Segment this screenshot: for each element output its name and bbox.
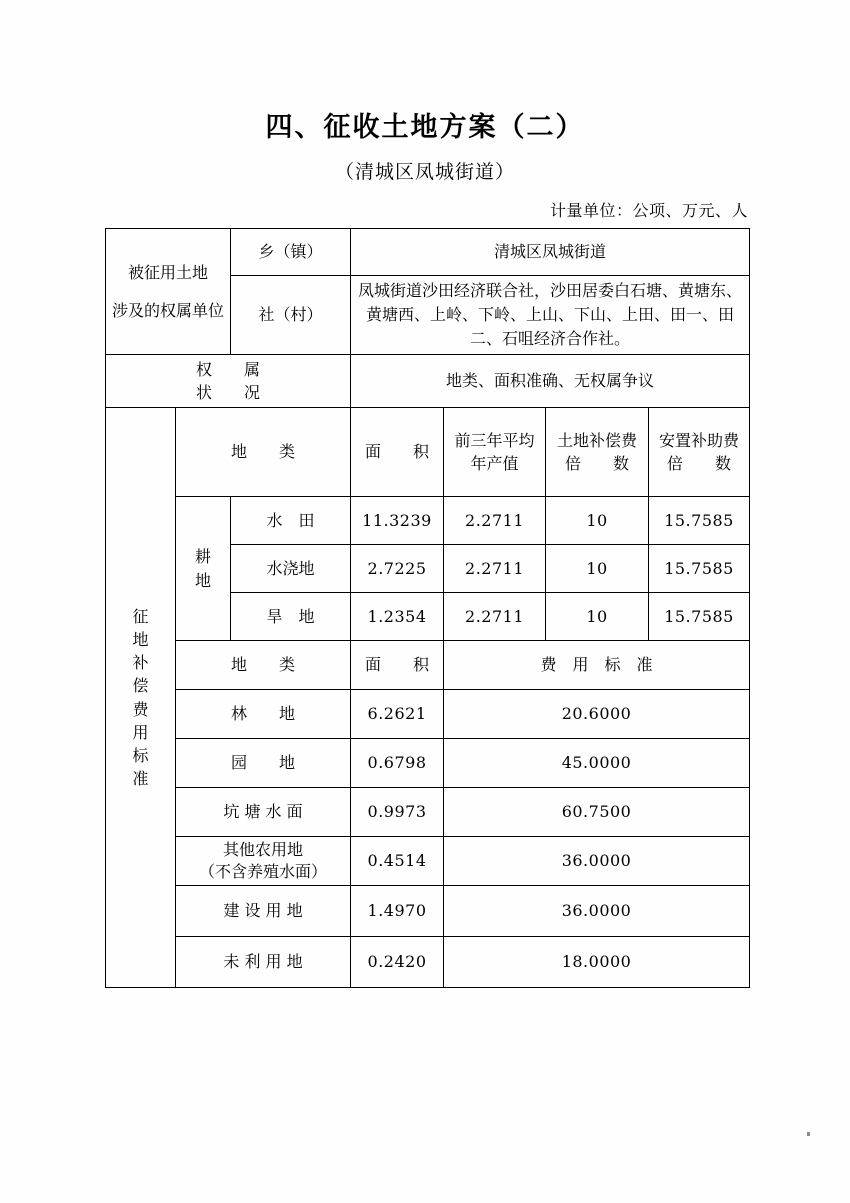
side-label-char-4: 费 xyxy=(132,699,149,719)
cell-fee-standard: 60.7500 xyxy=(444,788,750,837)
header-land-compensation xyxy=(546,408,649,497)
table-row xyxy=(106,837,750,886)
cultivated-land-label xyxy=(176,497,231,641)
cell-area: 1.2354 xyxy=(351,593,444,641)
header-avg-yield-line1: 前三年平均 xyxy=(454,430,535,450)
cultivated-land-label-char-1: 地 xyxy=(195,570,212,590)
cell-land-type: 水浇地 xyxy=(231,545,351,593)
cell-fee-standard: 20.6000 xyxy=(444,690,750,739)
compensation-side-label xyxy=(106,408,176,988)
cell-land-type xyxy=(176,837,351,886)
cell-area: 0.6798 xyxy=(351,739,444,788)
table-row xyxy=(106,886,750,937)
affected-land-units-label-line2: 涉及的权属单位 xyxy=(112,300,225,320)
side-label-char-7: 准 xyxy=(132,769,149,789)
affected-land-units-label-line1: 被征用土地 xyxy=(128,263,209,283)
ownership-status-label-line1: 权 属 xyxy=(196,359,261,379)
cell-area: 6.2621 xyxy=(351,690,444,739)
table-row-ownership-status xyxy=(106,355,750,408)
township-value: 清城区凤城街道 xyxy=(351,229,750,276)
cell-area: 0.9973 xyxy=(351,788,444,837)
cell-resettlement-multiple: 15.7585 xyxy=(649,497,750,545)
cell-area: 1.4970 xyxy=(351,886,444,937)
cell-land-type: 水 田 xyxy=(231,497,351,545)
header-fee-standard: 费 用 标 准 xyxy=(444,641,750,690)
table-row xyxy=(106,497,750,545)
table-row xyxy=(106,788,750,837)
side-label-char-0: 征 xyxy=(132,606,149,626)
side-label-char-1: 地 xyxy=(132,629,149,649)
cell-land-compensation-multiple: 10 xyxy=(546,545,649,593)
village-value: 凤城街道沙田经济联合社，沙田居委白石塘、黄塘东、黄塘西、上岭、下岭、上山、下山、上田、田一、田二、石咀经济合作社。 xyxy=(351,276,750,355)
header-area-upper: 面 积 xyxy=(351,408,444,497)
table-row xyxy=(106,937,750,988)
table-row-header-lower xyxy=(106,641,750,690)
cell-avg-yield: 2.2711 xyxy=(444,545,546,593)
cultivated-land-label-char-0: 耕 xyxy=(195,547,212,567)
cell-land-type: 园 地 xyxy=(176,739,351,788)
header-land-type-lower: 地 类 xyxy=(176,641,351,690)
page-subtitle: （清城区凤城街道） xyxy=(334,161,515,183)
ownership-status-label xyxy=(106,355,351,408)
village-label: 社（村） xyxy=(231,276,351,355)
table-row-township xyxy=(106,229,750,276)
table-row-header-upper xyxy=(106,408,750,497)
cell-land-compensation-multiple: 10 xyxy=(546,497,649,545)
cell-fee-standard: 18.0000 xyxy=(444,937,750,988)
cell-avg-yield: 2.2711 xyxy=(444,497,546,545)
cell-land-type: 林 地 xyxy=(176,690,351,739)
header-land-compensation-line1: 土地补偿费 xyxy=(557,430,638,450)
township-label: 乡（镇） xyxy=(231,229,351,276)
cell-land-type: 坑 塘 水 面 xyxy=(176,788,351,837)
cell-fee-standard: 36.0000 xyxy=(444,837,750,886)
cell-area: 11.3239 xyxy=(351,497,444,545)
cell-land-type: 旱 地 xyxy=(231,593,351,641)
header-resettlement-subsidy xyxy=(649,408,750,497)
table-row xyxy=(106,739,750,788)
header-resettlement-subsidy-line2: 倍 数 xyxy=(667,454,732,473)
cell-land-type: 未 利 用 地 xyxy=(176,937,351,988)
cell-resettlement-multiple: 15.7585 xyxy=(649,593,750,641)
side-label-char-5: 用 xyxy=(132,722,149,742)
header-avg-yield xyxy=(444,408,546,497)
ownership-status-value: 地类、面积准确、无权属争议 xyxy=(351,355,750,408)
cell-area: 0.4514 xyxy=(351,837,444,886)
header-land-type-upper: 地 类 xyxy=(176,408,351,497)
cell-fee-standard: 45.0000 xyxy=(444,739,750,788)
header-avg-yield-line2: 年产值 xyxy=(470,454,519,473)
cell-area: 2.7225 xyxy=(351,545,444,593)
ownership-status-label-line2: 状 况 xyxy=(196,383,261,402)
cell-land-compensation-multiple: 10 xyxy=(546,593,649,641)
land-acquisition-table xyxy=(105,228,750,988)
cell-land-type: 建 设 用 地 xyxy=(176,886,351,937)
cell-resettlement-multiple: 15.7585 xyxy=(649,545,750,593)
cell-land-type-line1: 其他农用地 xyxy=(223,840,304,860)
cell-avg-yield: 2.2711 xyxy=(444,593,546,641)
side-label-char-3: 偿 xyxy=(132,676,149,696)
affected-land-units-label xyxy=(106,229,231,355)
header-land-compensation-line2: 倍 数 xyxy=(565,454,630,473)
land-acquisition-table-wrapper xyxy=(105,228,749,988)
cell-land-type-line2: （不含养殖水面） xyxy=(199,862,328,881)
page-title: 四、征收土地方案（二） xyxy=(265,112,585,143)
header-resettlement-subsidy-line1: 安置补助费 xyxy=(659,430,740,450)
header-area-lower: 面 积 xyxy=(351,641,444,690)
measurement-unit-note: 计量单位：公项、万元、人 xyxy=(549,201,748,220)
table-row xyxy=(106,690,750,739)
side-label-char-6: 标 xyxy=(132,745,149,765)
cell-area: 0.2420 xyxy=(351,937,444,988)
side-label-char-2: 补 xyxy=(132,653,149,673)
cell-fee-standard: 36.0000 xyxy=(444,886,750,937)
scan-artifact-mark xyxy=(807,1132,810,1136)
